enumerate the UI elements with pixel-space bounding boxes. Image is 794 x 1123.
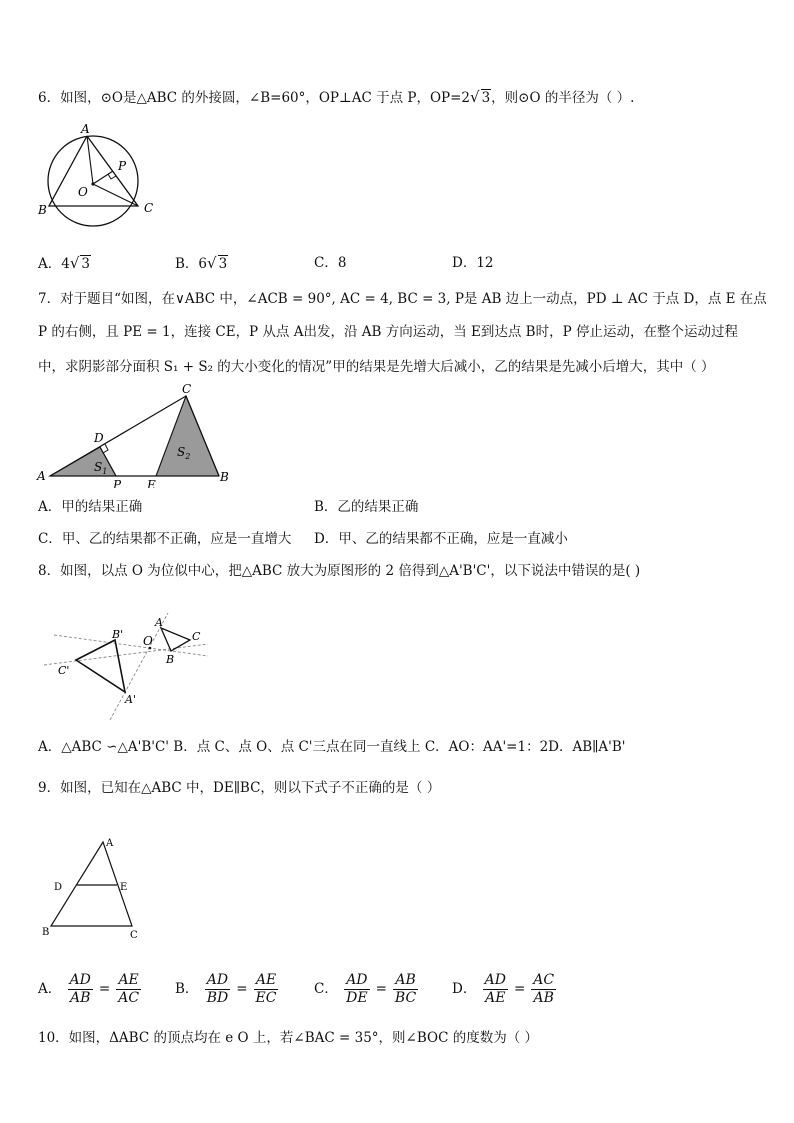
q6-figure bbox=[30, 118, 170, 228]
q9-option-a[interactable]: A． $\frac{AD}{AB}$ = $\frac{AE}{AC}$ bbox=[38, 972, 140, 1006]
q7-label-p: P bbox=[113, 478, 122, 488]
q6-text-a: 如图，⊙O是△ABC 的外接圆，∠B=60°，OP⊥AC 于点 P，OP=2 bbox=[60, 90, 471, 106]
q8-label-c: C bbox=[192, 630, 201, 643]
q8-figure bbox=[40, 608, 215, 723]
q9-label-e: E bbox=[120, 882, 128, 893]
q6-option-d[interactable]: D．12 bbox=[452, 255, 494, 271]
q8-label-b-prime: B' bbox=[112, 628, 124, 641]
q6-label-b: B bbox=[38, 203, 47, 217]
q9-label-d: D bbox=[54, 882, 63, 893]
q9-label-a: A bbox=[106, 838, 114, 849]
q9-option-b[interactable]: B． $\frac{AD}{BD}$ = $\frac{AE}{EC}$ bbox=[175, 972, 277, 1006]
q9-option-c[interactable]: C． $\frac{AD}{DE}$ = $\frac{AB}{BC}$ bbox=[314, 972, 417, 1006]
q7-label-e: E bbox=[147, 478, 156, 488]
q8-large-triangle bbox=[76, 640, 125, 692]
q7-option-b[interactable]: B．乙的结果正确 bbox=[314, 499, 419, 515]
q7-stem-line2: P 的右侧，且 PE = 1，连接 CE，P 从点 A出发，沿 AB 方向运动，当 E到达点 B时，P 停止运动，在整个运动过程 bbox=[38, 324, 738, 340]
q7-label-s2: $S_2$ bbox=[177, 445, 191, 461]
q7-stem-line1: 7．对于题目“如图，在∨ABC 中，∠ACB = 90°, AC = 4, BC = 3, P是 AB 边上一动点，PD ⊥ AC 于点 D，点 E 在点 bbox=[38, 291, 767, 307]
q6-option-c[interactable]: C．8 bbox=[314, 255, 347, 271]
q8-small-triangle bbox=[161, 628, 190, 651]
q6-label-o: O bbox=[78, 185, 88, 199]
q6-segment-oc bbox=[93, 184, 138, 206]
q7-option-d[interactable]: D．甲、乙的结果都不正确，应是一直减小 bbox=[314, 531, 568, 547]
q9-label-b: B bbox=[42, 927, 50, 938]
q9-stem: 9．如图，已知在△ABC 中，DE∥BC，则以下式子不正确的是（ ） bbox=[38, 780, 441, 796]
q6-center-dot bbox=[91, 182, 94, 185]
q7-figure bbox=[34, 383, 234, 488]
q7-option-c[interactable]: C．甲、乙的结果都不正确，应是一直增大 bbox=[38, 531, 292, 547]
q6-stem: 6．如图，⊙O是△ABC 的外接圆，∠B=60°，OP⊥AC 于点 P，OP=2√ 3，则⊙O 的半径为（ ）. bbox=[38, 88, 635, 106]
q9-figure bbox=[40, 834, 150, 944]
q9-option-d[interactable]: D． $\frac{AD}{AE}$ = $\frac{AC}{AB}$ bbox=[452, 972, 555, 1006]
q7-option-a[interactable]: A．甲的结果正确 bbox=[38, 499, 143, 515]
q7-right-angle-mark bbox=[103, 444, 108, 453]
q7-stem-line3: 中，求阴影部分面积 S₁ + S₂ 的大小变化的情况”甲的结果是先增大后减小，乙的结果是先减小后增大，其中（ ） bbox=[38, 359, 715, 375]
q10-stem: 10．如图，ΔABC 的顶点均在 e O 上，若∠BAC = 35°，则∠BOC 的度数为（ ） bbox=[38, 1030, 538, 1046]
q8-dashed-ray-1 bbox=[44, 644, 208, 665]
q7-label-a: A bbox=[37, 469, 46, 483]
q6-option-b[interactable]: B．6√ 3 bbox=[175, 254, 228, 272]
q8-options[interactable]: A．△ABC ∽△A'B'C' B．点 C、点 O、点 C'三点在同一直线上 C．AO：AA'=1：2D．AB∥A'B' bbox=[38, 739, 626, 755]
q7-label-d: D bbox=[94, 431, 104, 445]
q6-label-a: A bbox=[81, 122, 90, 136]
q8-label-c-prime: C' bbox=[58, 664, 70, 677]
q6-sqrt-radicand: 3 bbox=[481, 90, 491, 106]
q7-label-s1: $S_1$ bbox=[94, 460, 108, 476]
q6-label-p: P bbox=[118, 159, 127, 173]
q8-label-o: O bbox=[143, 634, 153, 648]
q6-option-a[interactable]: A．4√ 3 bbox=[38, 254, 90, 272]
q7-label-b: B bbox=[220, 470, 229, 484]
q8-stem: 8．如图，以点 O 为位似中心，把△ABC 放大为原图形的 2 倍得到△A'B'C'，以下说法中错误的是( ) bbox=[38, 563, 641, 579]
q9-label-c: C bbox=[130, 930, 138, 941]
q8-label-b: B bbox=[166, 653, 175, 666]
q6-text-b: ，则⊙O 的半径为（ ）. bbox=[491, 90, 635, 106]
q8-label-a-prime: A' bbox=[125, 693, 136, 706]
q7-label-c: C bbox=[182, 383, 192, 396]
q6-label-c: C bbox=[144, 201, 154, 215]
q8-label-a: A bbox=[155, 616, 163, 629]
q6-number: 6． bbox=[38, 90, 61, 106]
